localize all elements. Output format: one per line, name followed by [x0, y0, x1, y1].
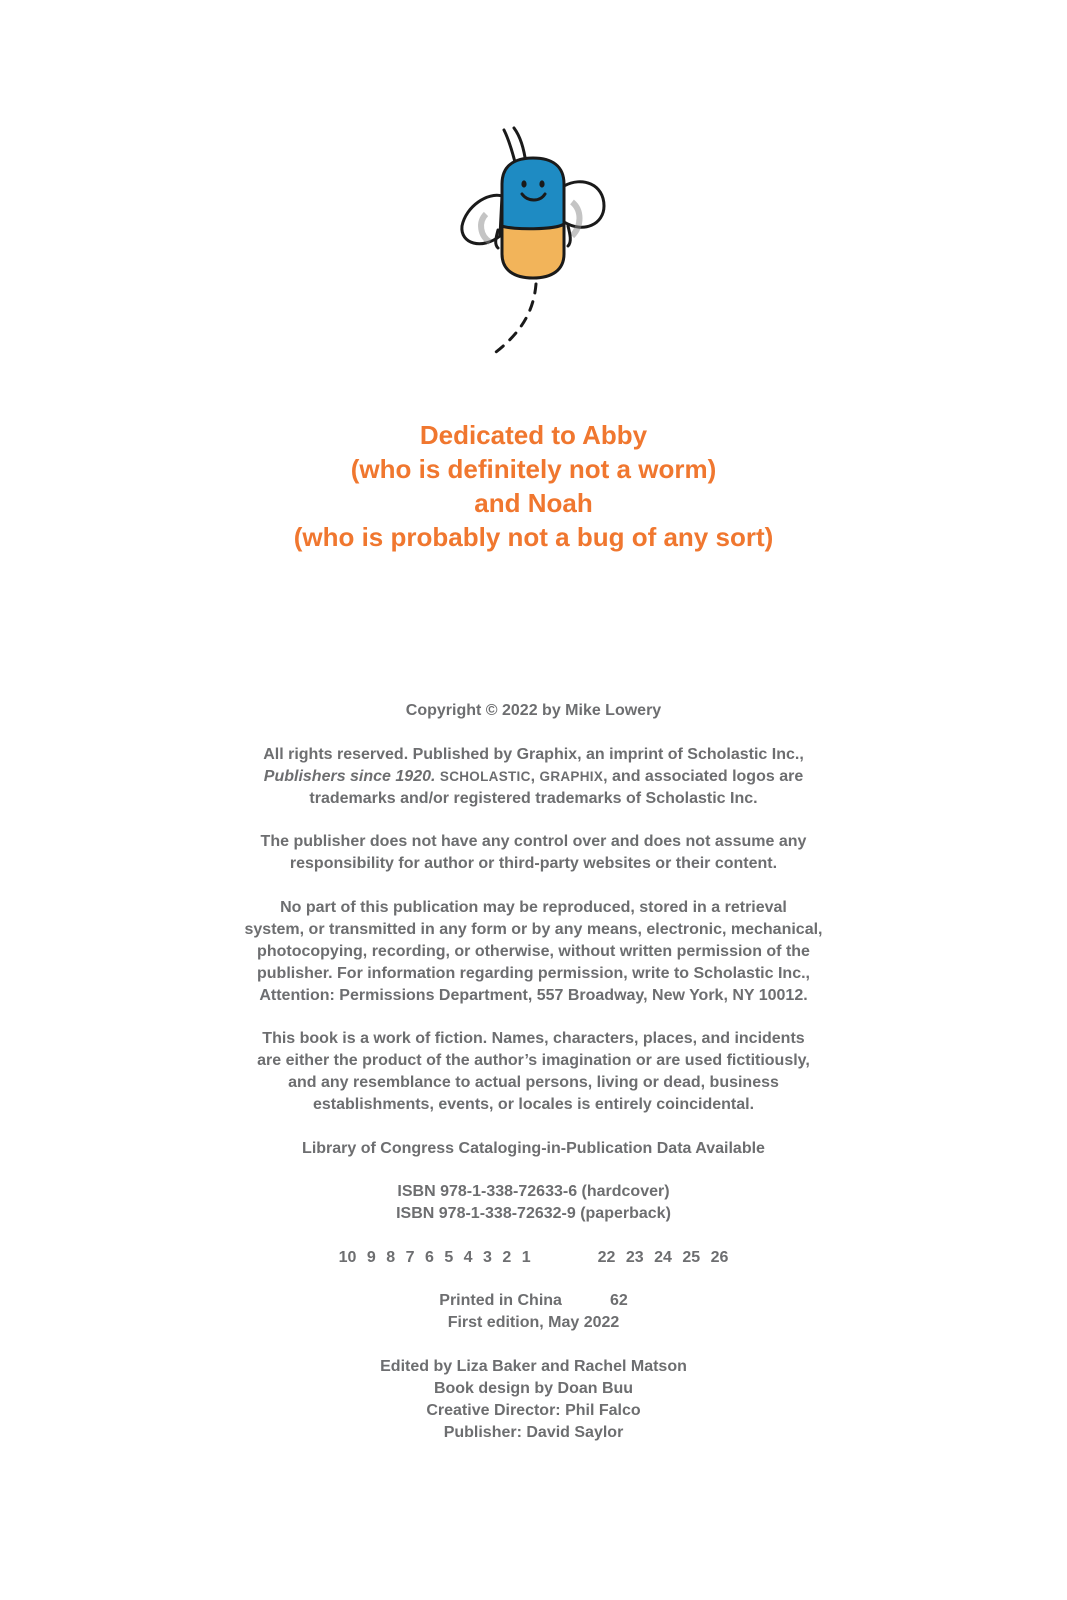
dedication: [0, 418, 1067, 554]
isbn-block: [0, 1181, 1067, 1225]
scholastic-wordmark: SCHOLASTIC: [439, 768, 531, 784]
isbn-hardcover: ISBN 978-1-338-72633-6 (hardcover): [397, 1183, 670, 1200]
firefly-bug-icon: [452, 122, 612, 362]
dedication-line: Dedicated to Abby: [419, 420, 648, 450]
rights-reserved: All rights reserved. Published by Graphix, an imprint of Scholastic Inc., Publishers since 1920. SCHOLASTIC, GRAPHIX, and associated logos are trademarks and/or registered trademarks of Scholastic Inc.: [263, 745, 804, 807]
copyright-page: [0, 700, 1067, 1465]
edition: First edition, May 2022: [447, 1314, 620, 1331]
isbn-paperback: ISBN 978-1-338-72632-9 (paperback): [396, 1205, 671, 1222]
reproduction-notice: No part of this publication may be reproduced, stored in a retrieval system, or transmitted in any form or by any means, electronic, mechanical, photocopying, recording, or otherwise, without written permission of the publisher. For information regarding permission, write to Scholastic Inc., Attention: Permissions Department, 557 Broadway, New York, NY 10012.: [244, 898, 823, 1004]
printer-code: 62: [609, 1292, 628, 1309]
fiction-disclaimer: This book is a work of fiction. Names, characters, places, and incidents are either the product of the author’s imagination or are used fictitiously, and any resemblance to actual persons, living or dead, business establishments, events, or locales is entirely coincidental.: [257, 1030, 810, 1113]
printed-block: [0, 1290, 1067, 1334]
printing-line: 10 9 8 7 6 5 4 3 2 1 22 23 24 25 26: [338, 1248, 729, 1266]
publishers-since-text: Publishers since 1920.: [263, 767, 436, 785]
loc-data: Library of Congress Cataloging-in-Publication Data Available: [302, 1139, 765, 1157]
firefly-bug-illustration: [452, 122, 612, 362]
dedication-line: (who is definitely not a worm): [350, 454, 717, 484]
dedication-line: (who is probably not a bug of any sort): [293, 522, 774, 552]
credits: Edited by Liza Baker and Rachel Matson Book design by Doan Buu Creative Director: Phil Falco Publisher: David Saylor: [380, 1357, 687, 1441]
printed-in: Printed in China: [439, 1292, 562, 1309]
copyright-notice: Copyright © 2022 by Mike Lowery: [405, 702, 662, 719]
graphix-wordmark: GRAPHIX: [539, 768, 604, 784]
dedication-line: and Noah: [474, 488, 593, 518]
publisher-note: The publisher does not have any control over and does not assume any responsibility for author or third-party websites or their content.: [260, 833, 807, 872]
